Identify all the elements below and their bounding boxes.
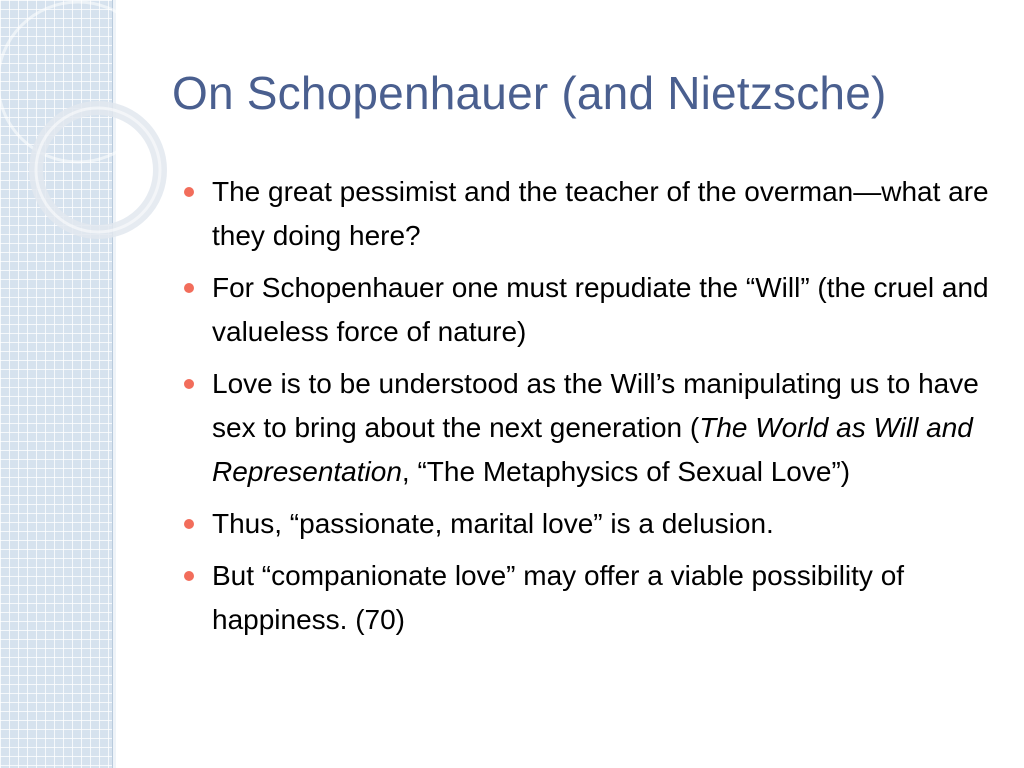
bullet-dot-icon (184, 571, 194, 581)
bullet-item-3 (180, 362, 990, 494)
bullet-item-4 (180, 502, 990, 546)
bullet-dot-icon (184, 379, 194, 389)
bullet-dot-icon (184, 187, 194, 197)
bullet-item-5 (180, 554, 990, 642)
bullet-item-1 (180, 170, 990, 258)
book-title: The World as Will and Representation (212, 412, 973, 487)
bullet-list (180, 170, 990, 650)
decorative-ring-inner-highlight (36, 108, 160, 232)
decorative-ring-outer (0, 2, 158, 162)
bullet-text: Thus, “passionate, marital love” is a delusion. (212, 508, 774, 539)
decorative-rings (0, 0, 180, 260)
bullet-text-after: , “The Metaphysics of Sexual Love”) (401, 456, 851, 487)
bullet-dot-icon (184, 283, 194, 293)
bullet-text (212, 368, 979, 487)
bullet-text: The great pessimist and the teacher of the overman—what are they doing here? (212, 176, 989, 251)
bullet-dot-icon (184, 519, 194, 529)
bullet-text: But “companionate love” may offer a viable possibility of happiness. (70) (212, 560, 905, 635)
slide-title: On Schopenhauer (and Nietzsche) (172, 67, 887, 119)
bullet-text: For Schopenhauer one must repudiate the “Will” (the cruel and valueless force of nature) (212, 272, 989, 347)
bullet-item-2 (180, 266, 990, 354)
bullet-text-before: Love is to be understood as the Will’s manipulating us to have sex to bring about the next generation ( (212, 368, 979, 443)
